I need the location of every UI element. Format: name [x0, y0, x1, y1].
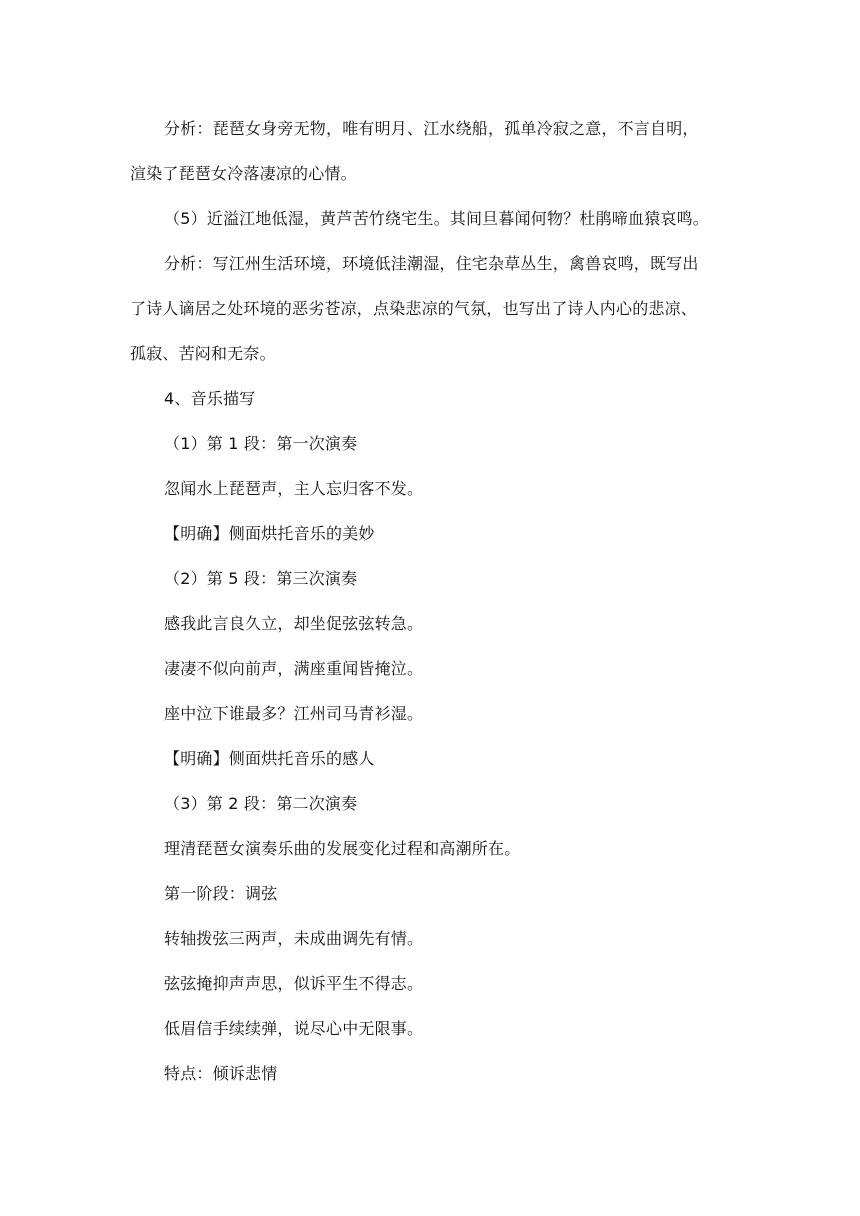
subsection-heading: （1）第 1 段：第一次演奏 — [164, 434, 358, 453]
subsection-heading: （2）第 5 段：第三次演奏 — [164, 569, 358, 588]
paragraph-line: 分析：写江州生活环境，环境低洼潮湿，住宅杂草丛生，禽兽哀鸣，既写出 — [164, 254, 699, 273]
poem-line: 弦弦掩抑声声思，似诉平生不得志。 — [164, 974, 424, 993]
feature-line: 特点：倾诉悲情 — [164, 1064, 278, 1083]
paragraph-line: 分析：琵琶女身旁无物，唯有明月、江水绕船，孤单冷寂之意，不言自明， — [164, 119, 699, 138]
subsection-heading: （3）第 2 段：第二次演奏 — [164, 794, 358, 813]
poem-line: 感我此言良久立，却坐促弦弦转急。 — [164, 614, 424, 633]
paragraph-line: 了诗人谪居之处环境的恶劣苍凉，点染悲凉的气氛，也写出了诗人内心的悲凉、 — [130, 299, 698, 318]
paragraph-line: 孤寂、苦闷和无奈。 — [130, 344, 276, 363]
stage-heading: 第一阶段：调弦 — [164, 884, 278, 903]
poem-line: 转轴拨弦三两声，未成曲调先有情。 — [164, 929, 424, 948]
poem-line: 低眉信手续续弹，说尽心中无限事。 — [164, 1019, 424, 1038]
paragraph-line: （5）近溢江地低湿，黄芦苦竹绕宅生。其间旦暮闻何物？杜鹃啼血猿哀鸣。 — [164, 209, 709, 228]
section-heading: 4、音乐描写 — [164, 389, 256, 408]
poem-line: 凄凄不似向前声，满座重闻皆掩泣。 — [164, 659, 424, 678]
poem-line: 忽闻水上琵琶声，主人忘归客不发。 — [164, 479, 424, 498]
clarification-line: 【明确】侧面烘托音乐的感人 — [164, 749, 375, 768]
clarification-line: 【明确】侧面烘托音乐的美妙 — [164, 524, 375, 543]
poem-line: 座中泣下谁最多？江州司马青衫湿。 — [164, 704, 424, 723]
paragraph-line: 渲染了琵琶女冷落凄凉的心情。 — [130, 164, 357, 183]
paragraph-line: 理清琵琶女演奏乐曲的发展变化过程和高潮所在。 — [164, 839, 521, 858]
